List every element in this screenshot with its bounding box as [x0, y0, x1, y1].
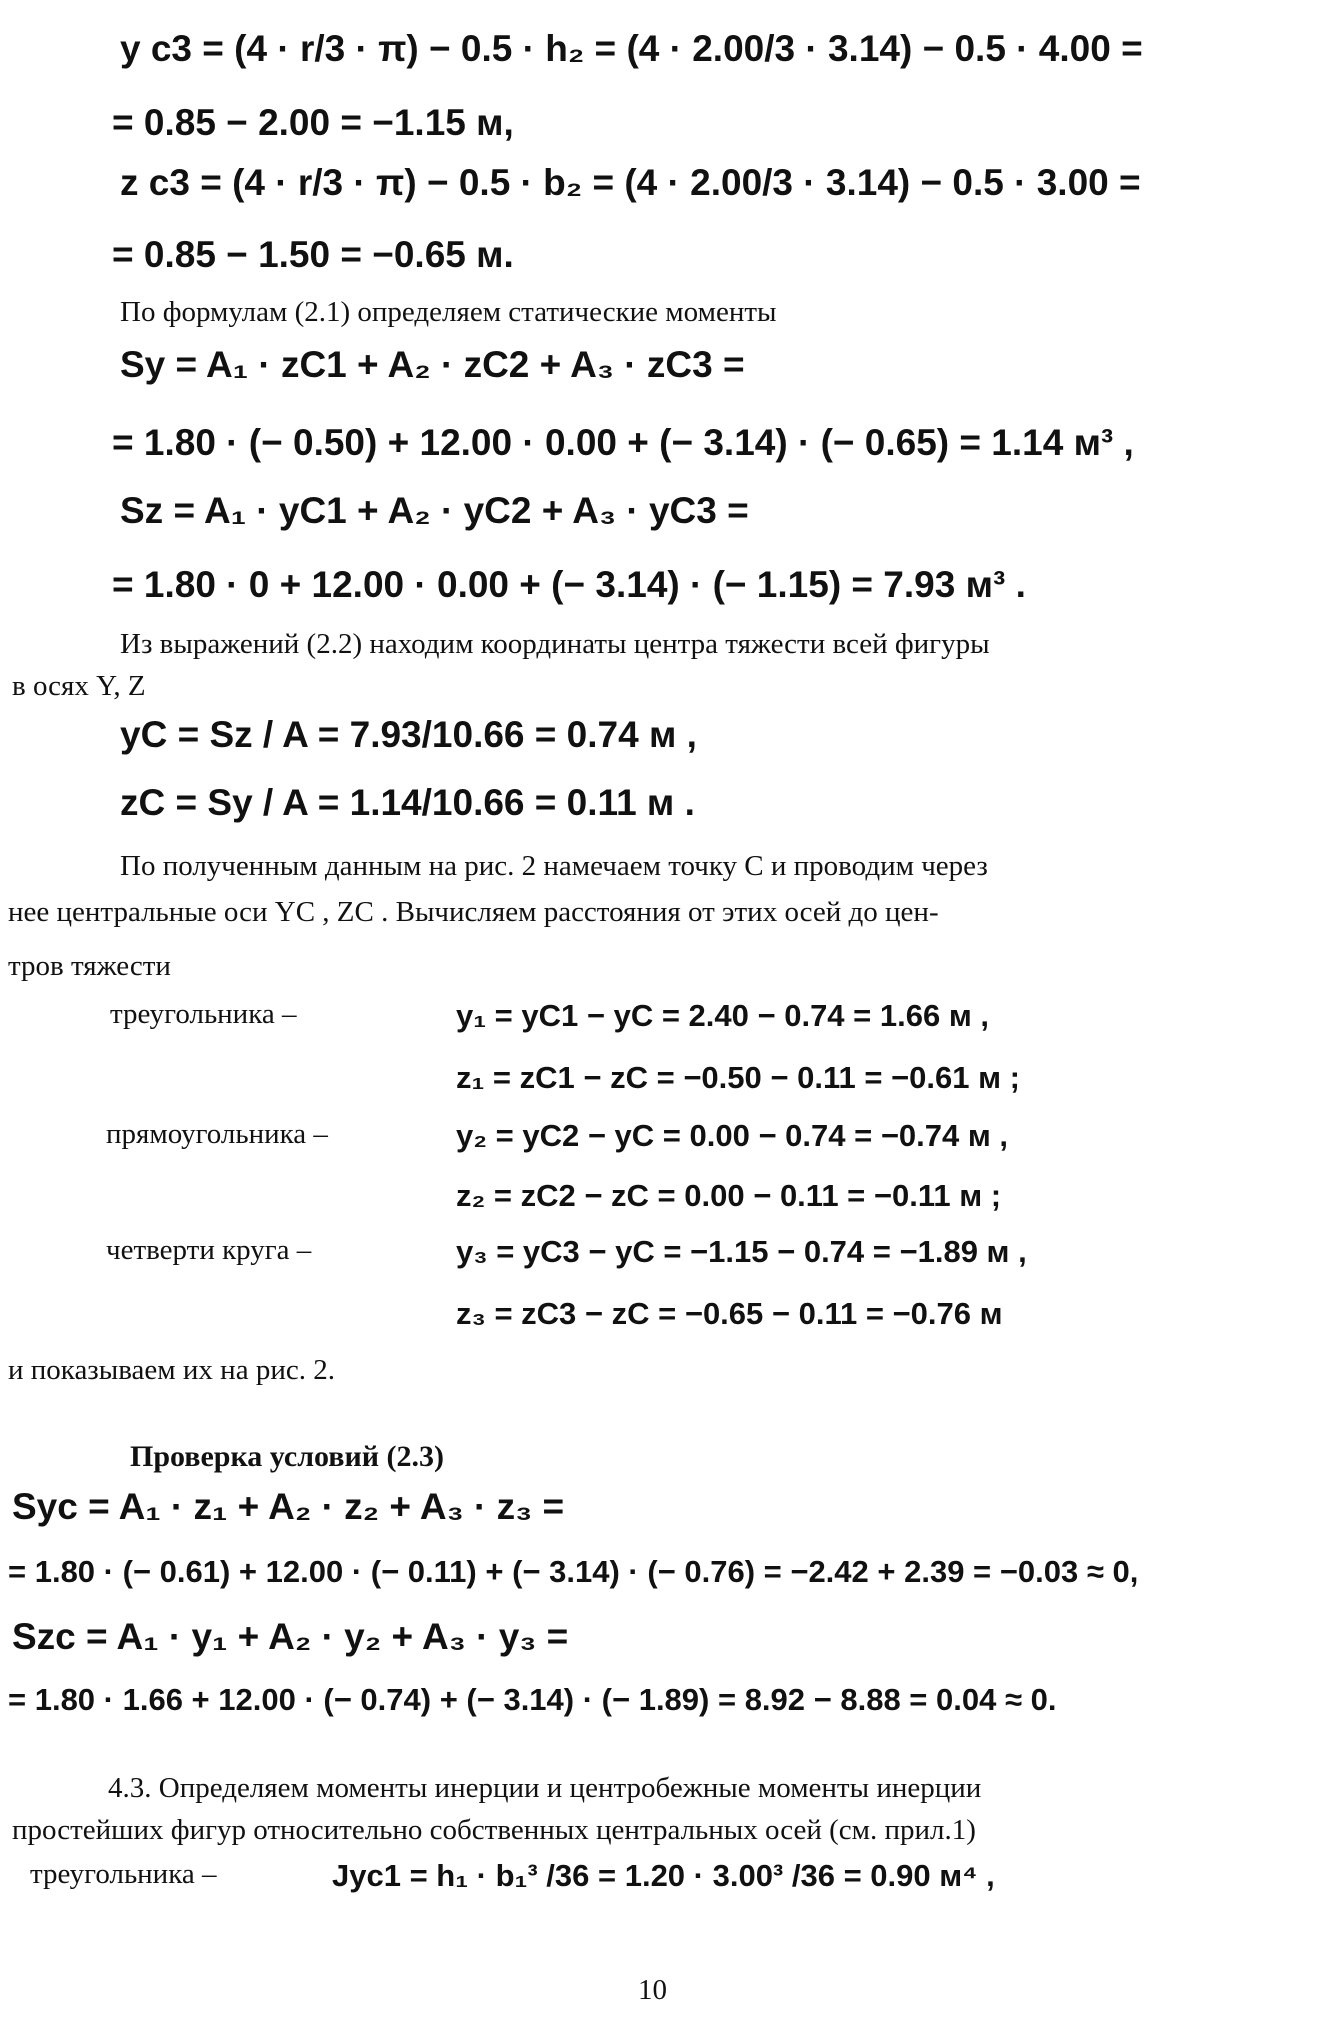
heading-check: Проверка условий (2.3) — [130, 1440, 445, 1473]
formula-yc3-result: = 0.85 − 2.00 = −1.15 м, — [112, 102, 514, 143]
formula-sz-result: = 1.80 · 0 + 12.00 · 0.00 + (− 3.14) · (− 1.15) = 7.93 м³ . — [112, 564, 1026, 605]
text-simple-figures: простейших фигур относительно собственных центральных осей (см. прил.1) — [12, 1814, 976, 1846]
formula-syc-result: = 1.80 · (− 0.61) + 12.00 · (− 0.11) + (− 3.14) · (− 0.76) = −2.42 + 2.39 = −0.03 ≈ 0, — [8, 1554, 1139, 1589]
text-static-moments: По формулам (2.1) определяем статические моменты — [120, 296, 777, 328]
text-in-axes: в осях Y, Z — [12, 670, 146, 702]
text-section-4-3: 4.3. Определяем моменты инерции и центробежные моменты инерции — [108, 1772, 982, 1804]
formula-y3: y₃ = yC3 − yC = −1.15 − 0.74 = −1.89 м , — [456, 1234, 1027, 1269]
label-triangle-2: треугольника – — [30, 1858, 217, 1890]
formula-yc: yC = Sz / A = 7.93/10.66 = 0.74 м , — [120, 714, 697, 755]
text-centroid-intro: Из выражений (2.2) находим координаты центра тяжести всей фигуры — [120, 628, 990, 660]
formula-sy: Sy = A₁ · zC1 + A₂ · zC2 + A₃ · zC3 = — [120, 344, 745, 385]
page-number: 10 — [638, 1974, 667, 2006]
formula-syc: Syc = A₁ · z₁ + A₂ · z₂ + A₃ · z₃ = — [12, 1486, 565, 1527]
text-central-axes: нее центральные оси YC , ZC . Вычисляем расстояния от этих осей до цен- — [8, 896, 939, 928]
text-show-fig2: и показываем их на рис. 2. — [8, 1354, 335, 1386]
formula-sz: Sz = A₁ · yC1 + A₂ · yC2 + A₃ · yC3 = — [120, 490, 749, 531]
label-quarter-circle: четверти круга – — [106, 1234, 312, 1266]
text-point-c: По полученным данным на рис. 2 намечаем точку C и проводим через — [120, 850, 988, 882]
formula-zc3-result: = 0.85 − 1.50 = −0.65 м. — [112, 234, 514, 275]
formula-z1: z₁ = zC1 − zC = −0.50 − 0.11 = −0.61 м ; — [456, 1060, 1020, 1095]
formula-sy-result: = 1.80 · (− 0.50) + 12.00 · 0.00 + (− 3.14) · (− 0.65) = 1.14 м³ , — [112, 422, 1134, 463]
formula-y2: y₂ = yC2 − yC = 0.00 − 0.74 = −0.74 м , — [456, 1118, 1009, 1153]
formula-szc-result: = 1.80 · 1.66 + 12.00 · (− 0.74) + (− 3.14) · (− 1.89) = 8.92 − 8.88 = 0.04 ≈ 0. — [8, 1682, 1057, 1717]
formula-y1: y₁ = yC1 − yC = 2.40 − 0.74 = 1.66 м , — [456, 998, 989, 1033]
label-rectangle: прямоугольника – — [106, 1118, 328, 1150]
formula-yc3: y c3 = (4 · r/3 · π) − 0.5 · h₂ = (4 · 2.00/3 · 3.14) − 0.5 · 4.00 = — [120, 28, 1143, 69]
formula-szc: Szc = A₁ · y₁ + A₂ · y₂ + A₃ · y₃ = — [12, 1616, 569, 1657]
formula-jyc1: Jyc1 = h₁ · b₁³ /36 = 1.20 · 3.00³ /36 = 0.90 м⁴ , — [332, 1858, 995, 1893]
formula-z2: z₂ = zC2 − zC = 0.00 − 0.11 = −0.11 м ; — [456, 1178, 1002, 1213]
formula-zc: zC = Sy / A = 1.14/10.66 = 0.11 м . — [120, 782, 695, 823]
text-centers: тров тяжести — [8, 950, 171, 982]
label-triangle: треугольника – — [110, 998, 297, 1030]
formula-z3: z₃ = zC3 − zC = −0.65 − 0.11 = −0.76 м — [456, 1296, 1003, 1331]
formula-zc3: z c3 = (4 · r/3 · π) − 0.5 · b₂ = (4 · 2.00/3 · 3.14) − 0.5 · 3.00 = — [120, 162, 1141, 203]
